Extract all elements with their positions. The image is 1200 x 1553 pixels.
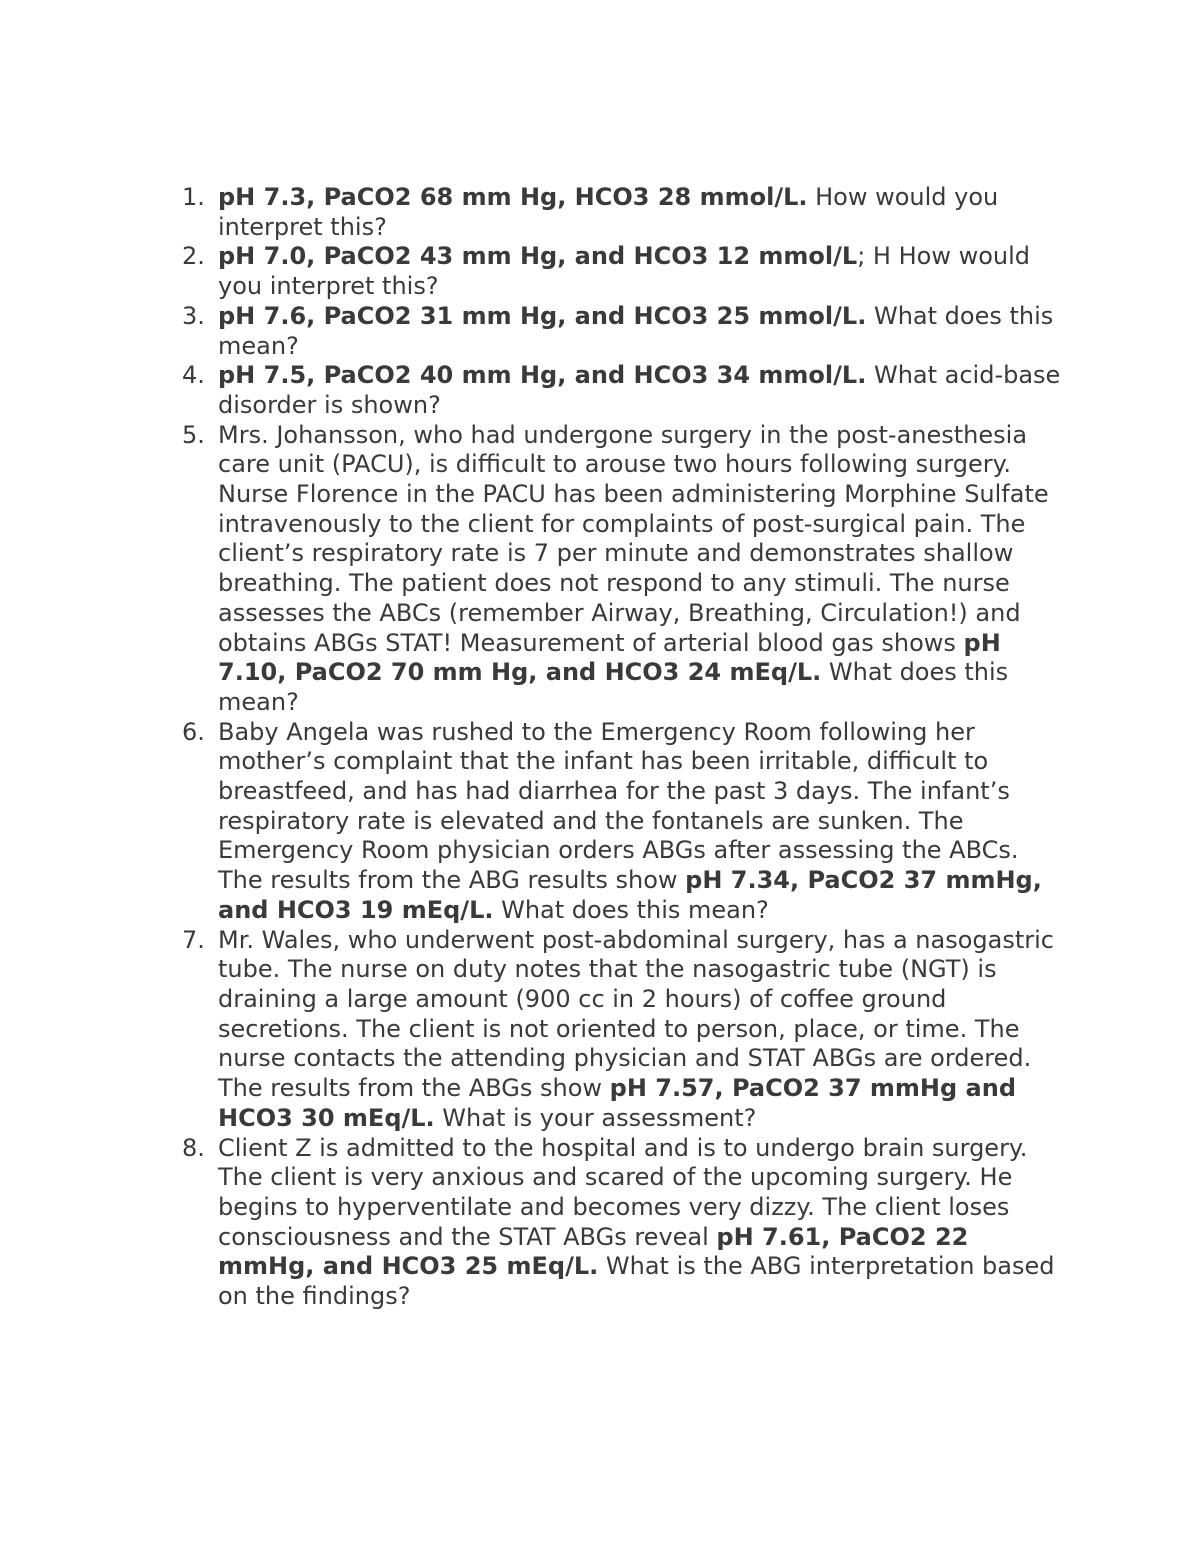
question-number: 6. (182, 717, 205, 746)
question-text (218, 1134, 1062, 1312)
question-number: 5. (182, 420, 205, 449)
abg-values: pH 7.3, PaCO2 68 mm Hg, HCO3 28 mmol/L. (218, 183, 808, 211)
question-item-1 (182, 183, 1062, 242)
question-prompt: What does this mean? (218, 658, 1009, 716)
question-item-8 (182, 1134, 1062, 1312)
question-number: 7. (182, 925, 205, 954)
question-text (218, 183, 1062, 242)
question-item-2 (182, 242, 1062, 301)
question-prompt: What is the ABG interpretation based on the findings? (218, 1252, 1055, 1311)
abg-values: pH 7.57, PaCO2 37 mmHg and HCO3 30 mEq/L. (218, 1074, 1017, 1132)
question-number: 3. (182, 301, 205, 330)
question-lead: Baby Angela was rushed to the Emergency Room following her mother’s complaint that the infant has been irritable, difficult to breastfeed, and has had diarrhea for the past 3 days. The infant’s respiratory rate is elevated and the fontanels are sunken. The Emergency Room physician orders ABGs after assessing the ABCs. The results from the ABG results show (218, 717, 1019, 895)
abg-values: pH 7.10, PaCO2 70 mm Hg, and HCO3 24 mEq/L. (218, 628, 1001, 687)
question-prompt: What acid-base disorder is shown? (218, 361, 1061, 419)
question-text (218, 421, 1062, 718)
question-number: 1. (182, 183, 205, 211)
question-item-5 (182, 421, 1062, 718)
question-lead: Mr. Wales, who underwent post-abdominal surgery, has a nasogastric tube. The nurse on duty notes that the nasogastric tube (NGT) is draining a large amount (900 cc in 2 hours) of coffee ground secretions. The client is not oriented to person, place, or time. The nurse contacts the attending physician and STAT ABGs are ordered. The results from the ABGs show (218, 925, 1054, 1103)
question-text (218, 302, 1062, 361)
abg-values: pH 7.5, PaCO2 40 mm Hg, and HCO3 34 mmol/L. (218, 361, 867, 390)
abg-values: pH 7.0, PaCO2 43 mm Hg, and HCO3 12 mmol/L (218, 242, 858, 271)
question-prompt: What does this mean? (218, 301, 1054, 360)
question-prompt: How would you interpret this? (218, 183, 999, 241)
question-number: 4. (182, 361, 205, 390)
question-text (218, 242, 1062, 301)
question-lead: Mrs. Johansson, who had undergone surgery in the post-anesthesia care unit (PACU), is difficult to arouse two hours following surgery. Nurse Florence in the PACU has been administering Morphine Sulfate intravenously to the client for complaints of post-surgical pain. The client’s respiratory rate is 7 per minute and demonstrates shallow breathing. The patient does not respond to any stimuli. The nurse assesses the ABCs (remember Airway, Breathing, Circulation!) and obtains ABGs STAT! Measurement of arterial blood gas shows (218, 420, 1049, 657)
question-item-3 (182, 302, 1062, 361)
question-number: 8. (182, 1133, 205, 1162)
question-item-7 (182, 926, 1062, 1134)
abg-values: pH 7.34, PaCO2 37 mmHg, and HCO3 19 mEq/L. (218, 866, 1042, 924)
question-lead: Client Z is admitted to the hospital and is to undergo brain surgery. The client is very anxious and scared of the upcoming surgery. He begins to hyperventilate and becomes very dizzy. The client loses consciousness and the STAT ABGs reveal (218, 1133, 1028, 1251)
question-text (218, 361, 1062, 420)
question-list (182, 183, 1062, 1312)
question-text (218, 926, 1062, 1134)
question-number: 2. (182, 242, 205, 271)
question-prompt: What is your assessment? (434, 1103, 757, 1132)
question-text (218, 718, 1062, 926)
question-item-4 (182, 361, 1062, 420)
abg-values: pH 7.6, PaCO2 31 mm Hg, and HCO3 25 mmol/L. (218, 301, 867, 330)
question-prompt: ; H How would you interpret this? (218, 242, 1031, 301)
question-item-6 (182, 718, 1062, 926)
abg-values: pH 7.61, PaCO2 22 mmHg, and HCO3 25 mEq/L. (218, 1222, 969, 1281)
question-prompt: What does this mean? (493, 895, 769, 924)
